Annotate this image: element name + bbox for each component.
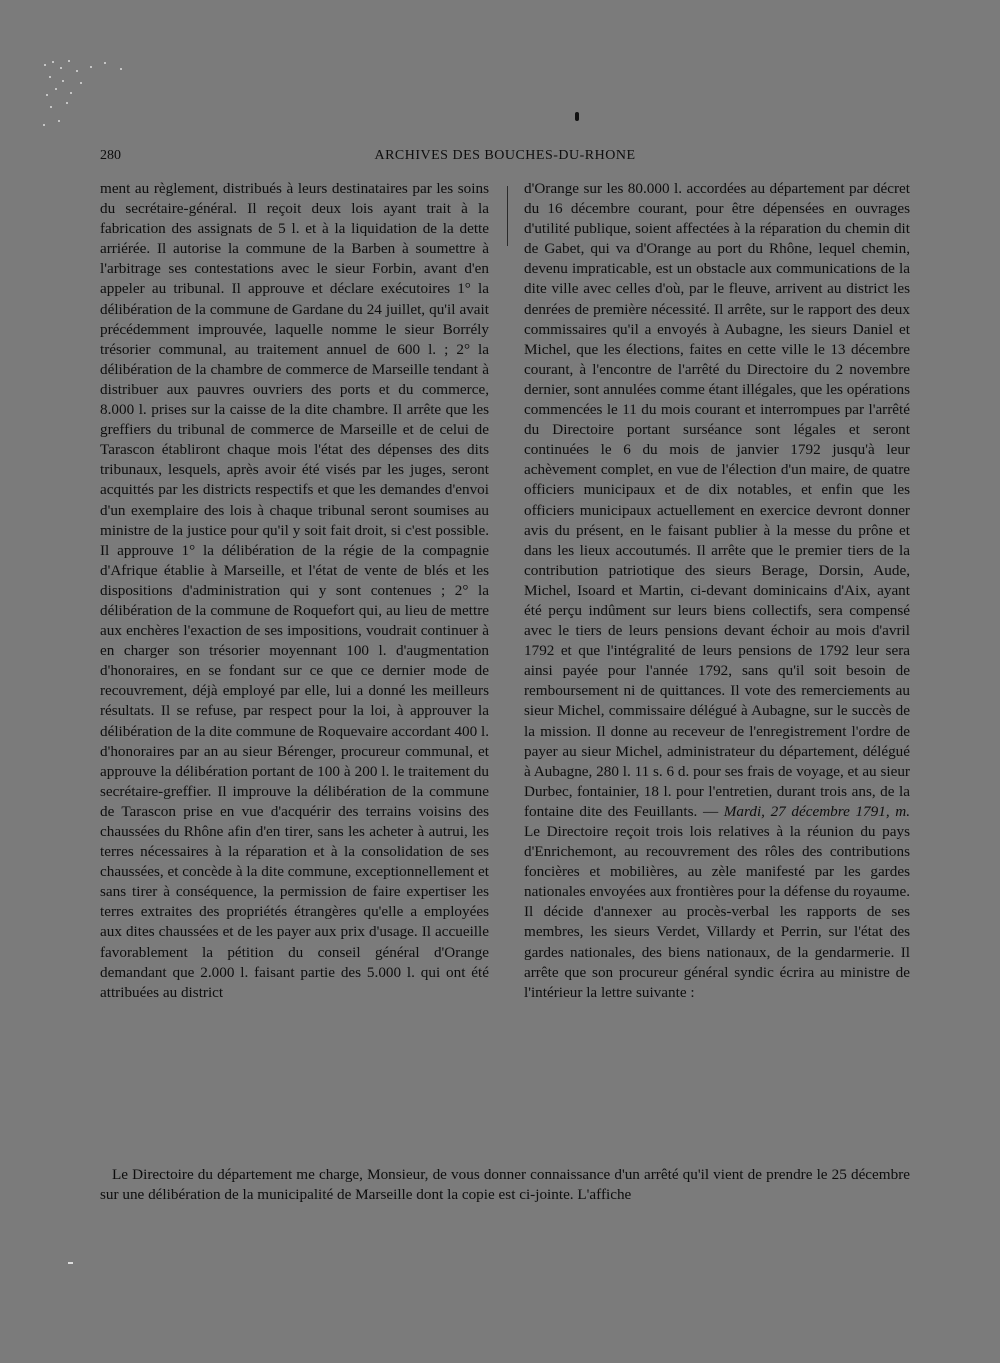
letter-block — [100, 1165, 910, 1205]
left-column-text: ment au règlement, distribués à leurs destinataires par les soins du secrétaire-général. Il reçoit deux lois ayant trait à la fabrication des assignats de 5 l. et à la liquidation de la dette arriérée. Il autorise la commune de la Barben à soumettre à l'arbitrage ses contestations avec le sieur Forbin, avant d'en appeler au tribunal. Il approuve et déclare exécutoires 1° la délibération de la commune de Gardane du 24 juillet, qu'il avait précédemment improuvée, laquelle nomme le sieur Borrély trésorier communal, au traitement annuel de 600 l. ; 2° la délibération de la chambre de commerce de Marseille tendant à distribuer aux pauvres ouvriers des ports et du commerce, 8.000 l. prises sur la caisse de la dite chambre. Il arrête que les greffiers du tribunal de commerce de Marseille et de celui de Tarascon établiront chaque mois l'état des dépenses des dits tribunaux, lesquels, après avoir été visés par les juges, seront acquittés par les districts respectifs et que les demandes d'envoi d'un exemplaire des lois à chaque tribunal seront soumises au ministre de la justice pour qu'il y soit fait droit, si c'est possible. Il approuve 1° la délibération de la régie de la compagnie d'Afrique établie à Marseille, et l'état de vente de blés et les dispositions d'administration qui y sont contenues ; 2° la délibération de la commune de Roquefort qui, au lieu de mettre aux enchères l'exaction de ses impositions, voudrait continuer à en charger son trésorier moyennant 100 l. d'augmentation d'honoraires, en se fondant sur ce que ce dernier mode de recouvrement, déjà employé par elle, lui a donné les meilleurs résultats. Il se refuse, par respect pour la loi, à approuver la délibération de la dite commune de Roquevaire accordant 400 l. d'honoraires par an au sieur Bérenger, procureur communal, et approuve la délibération portant de 100 à 200 l. le traitement du secrétaire-greffier. Il improuve la délibération de la commune de Tarascon prise en vue d'acquérir des terrains voisins des chaussées du Rhône afin d'en tirer, sans les acheter à autrui, les terres nécessaires à la réparation et à la consolidation de ses chaussées, et concède à la dite commune, exceptionnellement et sans tirer à conséquence, la permission de faire expertiser les terres extraites des propriétés étrangères qu'elle a employées aux dites chaussées et de les payer aux prix d'usage. Il accueille favorablement la pétition du conseil général d'Orange demandant que 2.000 l. faisant partie des 5.000 l. qui ont été attribuées au district — [100, 180, 489, 1001]
page-number: 280 — [100, 148, 121, 163]
left-column — [100, 179, 489, 1003]
column-rule — [507, 186, 508, 246]
running-title: ARCHIVES DES BOUCHES-DU-RHONE — [374, 148, 636, 163]
date-heading: Mardi, 27 décembre 1791, m. — [723, 802, 911, 820]
page-header — [100, 148, 910, 170]
right-column-text: d'Orange sur les 80.000 l. accordées au département par décret du 16 décembre courant, pour être dépensées en ouvrages d'utilité publique, soient affectées à la réparation du chemin dit de Gabet, qui va d'Orange au port du Rhône, lequel chemin, devenu impraticable, est un obstacle aux communications de la dite ville avec celles d'où, par le fleuve, arrivent au district les denrées de première nécessité. Il arrête, sur le rapport des deux commissaires qu'il a envoyés à Aubagne, les sieurs Daniel et Michel, que les élections, faites en cette ville le 13 décembre courant, à l'encontre de l'arrêté du Directoire du 2 novembre dernier, sont annulées comme étant illégales, que les opérations commencées le 11 du mois courant et interrompues par l'arrêté du Directoire portant surséance sont légales et seront continuées le 6 du mois de janvier 1792 jusqu'à leur achèvement complet, en vue de l'élection d'un maire, de quatre officiers municipaux et de dix notables, et enfin que les officiers municipaux actuellement en exercice devront donner avis du présent, en le faisant publier à la messe du prône et dans les lieux accoutumés. Il arrête que le premier tiers de la contribution patriotique des sieurs Berage, Dorsin, Aude, Michel, Isoard et Martin, ci-devant dominicains d'Aix, ayant été perçu indûment sur leurs biens collectifs, sera compensé avec le tiers de leurs pensions devant échoir au mois d'avril 1792 et que l'intégralité de leurs pensions de 1792 leur sera ainsi payée pour l'année 1792, sans qu'il soit besoin de remboursement ni de quittances. Il vote des remerciements au sieur Michel, commissaire délégué à Aubagne, sur le succès de la mission. Il donne au receveur de l'enregistrement l'ordre de payer au sieur Michel, administrateur du département, délégué à Aubagne, 280 l. 11 s. 6 d. pour ses frais de voyage, et au sieur Durbec, fontainier, 18 l. pour l'entretien, durant trois ans, de la fontaine dite des Feuillants. — — [524, 180, 910, 820]
right-column-text-after: Le Directoire reçoit trois lois relatives à la réunion du pays d'Enrichemont, au recouvrement des rôles des contributions foncières et mobilières, au zèle manifesté par les gardes nationales envoyées aux frontières pour la défense du royaume. Il décide d'annexer au procès-verbal les rapports de ses membres, les sieurs Verdet, Villardy et Perrin, sur l'état des gardes nationales, des biens nationaux, de la gendarmerie. Il arrête que son procureur général syndic écrira au ministre de l'intérieur la lettre suivante : — [524, 823, 910, 1001]
right-column — [524, 179, 910, 1003]
scan-mark — [68, 1262, 73, 1264]
scan-speckle — [40, 58, 150, 138]
letter-text: Le Directoire du département me charge, Monsieur, de vous donner connaissance d'un arrêté qu'il vient de prendre le 25 décembre sur une délibération de la municipalité de Marseille dont la copie est ci-jointe. L'affiche — [100, 1166, 910, 1203]
right-column-paragraph — [524, 179, 910, 1003]
ink-mark — [575, 112, 579, 121]
